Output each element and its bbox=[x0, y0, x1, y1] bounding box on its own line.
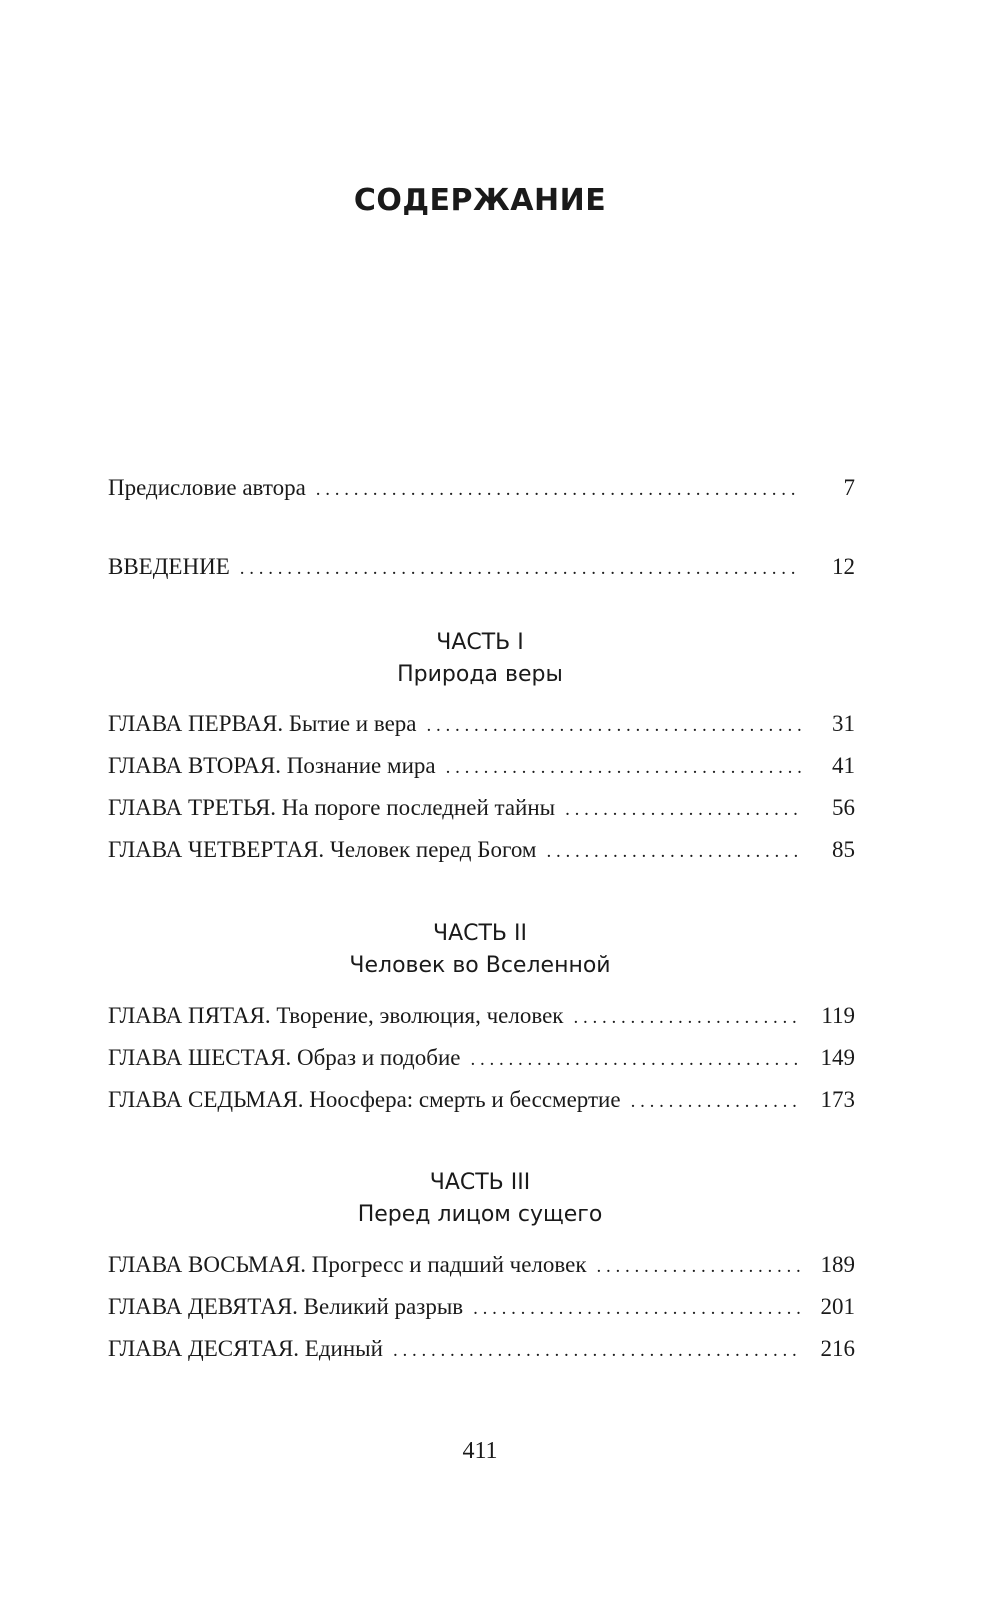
part-subtitle: Природа веры bbox=[397, 662, 563, 687]
toc-entry-page: 41 bbox=[832, 753, 855, 778]
toc-entry-chapter[interactable] bbox=[108, 711, 855, 745]
toc-entry-title: ВВЕДЕНИЕ bbox=[108, 554, 230, 579]
toc-entry-title: Предисловие автора bbox=[108, 475, 306, 500]
toc-leader-dots bbox=[565, 799, 801, 821]
page-number: 411 bbox=[462, 1438, 498, 1464]
toc-entry-title: ГЛАВА СЕДЬМАЯ. Ноосфера: смерть и бессмертие bbox=[108, 1087, 621, 1112]
toc-entry-chapter[interactable] bbox=[108, 1294, 855, 1328]
toc-entry-title: ГЛАВА ВОСЬМАЯ. Прогресс и падший человек bbox=[108, 1252, 587, 1277]
toc-entry-preface[interactable] bbox=[108, 475, 855, 509]
toc-leader-dots bbox=[240, 558, 801, 580]
toc-entry-chapter[interactable] bbox=[108, 1003, 855, 1037]
toc-leader-dots bbox=[573, 1007, 801, 1029]
toc-entry-title: ГЛАВА ВТОРАЯ. Познание мира bbox=[108, 753, 436, 778]
toc-entry-page: 31 bbox=[832, 711, 855, 736]
toc-leader-dots bbox=[546, 841, 801, 863]
toc-entry-introduction[interactable] bbox=[108, 554, 855, 588]
toc-leader-dots bbox=[473, 1298, 801, 1320]
toc-entry-title: ГЛАВА ТРЕТЬЯ. На пороге последней тайны bbox=[108, 795, 556, 820]
toc-entry-title: ГЛАВА ДЕСЯТАЯ. Единый bbox=[108, 1336, 383, 1361]
toc-entry-chapter[interactable] bbox=[108, 1336, 855, 1370]
toc-entry-page: 149 bbox=[820, 1045, 855, 1070]
toc-leader-dots bbox=[393, 1340, 801, 1362]
part-label: ЧАСТЬ I bbox=[436, 630, 524, 655]
toc-entry-page: 7 bbox=[843, 475, 855, 500]
part-label: ЧАСТЬ II bbox=[433, 921, 527, 946]
page-title: СОДЕРЖАНИЕ bbox=[353, 183, 607, 218]
toc-entry-page: 216 bbox=[820, 1336, 855, 1361]
toc-leader-dots bbox=[470, 1049, 801, 1071]
toc-entry-chapter[interactable] bbox=[108, 837, 855, 871]
toc-entry-chapter[interactable] bbox=[108, 795, 855, 829]
toc-entry-page: 56 bbox=[832, 795, 855, 820]
toc-entry-chapter[interactable] bbox=[108, 753, 855, 787]
toc-entry-title: ГЛАВА ПЯТАЯ. Творение, эволюция, человек bbox=[108, 1003, 564, 1028]
toc-entry-page: 173 bbox=[820, 1087, 855, 1112]
part-subtitle: Человек во Вселенной bbox=[349, 953, 611, 978]
toc-entry-page: 85 bbox=[832, 837, 855, 862]
toc-leader-dots bbox=[597, 1256, 802, 1278]
toc-entry-page: 201 bbox=[820, 1294, 855, 1319]
toc-entry-chapter[interactable] bbox=[108, 1087, 855, 1121]
toc-entry-chapter[interactable] bbox=[108, 1252, 855, 1286]
toc-leader-dots bbox=[427, 715, 801, 737]
toc-entry-title: ГЛАВА ЧЕТВЕРТАЯ. Человек перед Богом bbox=[108, 837, 537, 862]
part-label: ЧАСТЬ III bbox=[429, 1170, 531, 1195]
toc-entry-title: ГЛАВА ШЕСТАЯ. Образ и подобие bbox=[108, 1045, 461, 1070]
toc-entry-chapter[interactable] bbox=[108, 1045, 855, 1079]
toc-entry-page: 12 bbox=[832, 554, 855, 579]
toc-entry-title: ГЛАВА ПЕРВАЯ. Бытие и вера bbox=[108, 711, 417, 736]
part-subtitle: Перед лицом сущего bbox=[357, 1202, 603, 1227]
toc-leader-dots bbox=[446, 757, 801, 779]
toc-entry-title: ГЛАВА ДЕВЯТАЯ. Великий разрыв bbox=[108, 1294, 464, 1319]
toc-leader-dots bbox=[631, 1091, 801, 1113]
toc-leader-dots bbox=[316, 479, 801, 501]
toc-entry-page: 119 bbox=[821, 1003, 855, 1028]
toc-entry-page: 189 bbox=[820, 1252, 855, 1277]
